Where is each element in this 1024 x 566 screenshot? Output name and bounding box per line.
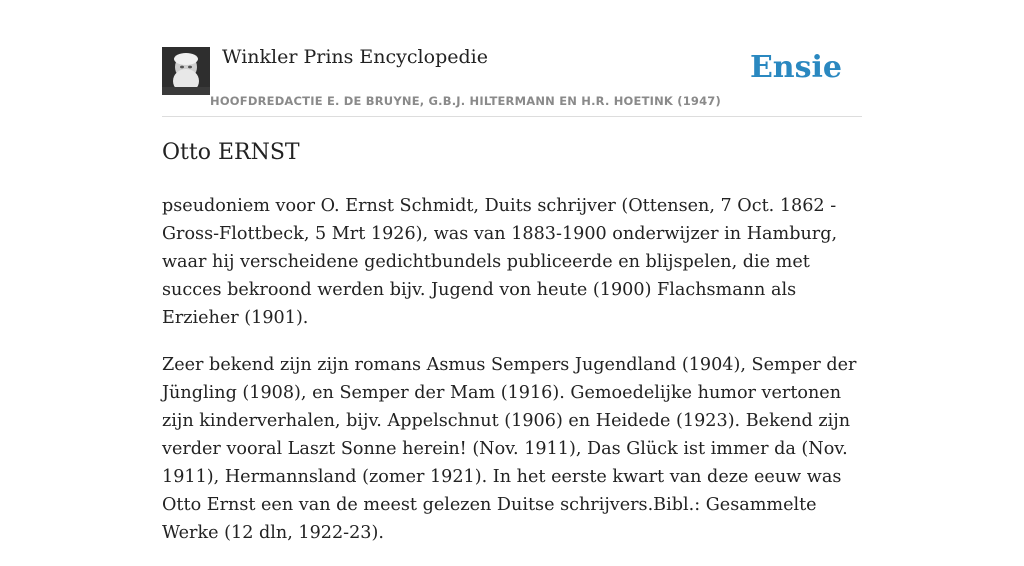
article-paragraph: pseudoniem voor O. Ernst Schmidt, Duits schrijver (Ottensen, 7 Oct. 1862 - Gross-Flottbeck, 5 Mrt 1926), was van 1883-1900 onderwijzer in Hamburg, waar hij verscheidene gedichtbundels publiceerde en blijspelen, die met succes bekroond werden bijv. Jugend von heute (1900) Flachsmann als Erzieher (1901). (162, 196, 838, 328)
editors-line: HOOFDREDACTIE E. DE BRUYNE, G.B.J. HILTERMANN EN H.R. HOETINK (1947) (210, 94, 721, 108)
source-header (162, 40, 862, 117)
article-paragraph: Zeer bekend zijn zijn romans Asmus Sempers Jugendland (1904), Semper der Jüngling (1908), en Semper der Mam (1916). Gemoedelijke humor vertonen zijn kinderverhalen, bijv. Appelschnut (1906) en Heidede (1923). Bekend zijn verder vooral Laszt Sonne herein! (Nov. 1911), Das Glück ist immer da (Nov. 1911), Hermannsland (zomer 1921). In het eerste kwart van deze eeuw was Otto Ernst een van de meest gelezen Duitse schrijvers.Bibl.: Gesammelte Werke (12 dln, 1922-23). (162, 355, 857, 543)
encyclopedia-title[interactable]: Winkler Prins Encyclopedie (222, 46, 488, 68)
author-portrait-avatar[interactable] (162, 47, 210, 95)
ensie-logo[interactable]: Ensie (749, 50, 842, 85)
portrait-photo-icon (162, 47, 210, 95)
article-title: Otto ERNST (162, 140, 300, 165)
article-body (162, 192, 866, 566)
